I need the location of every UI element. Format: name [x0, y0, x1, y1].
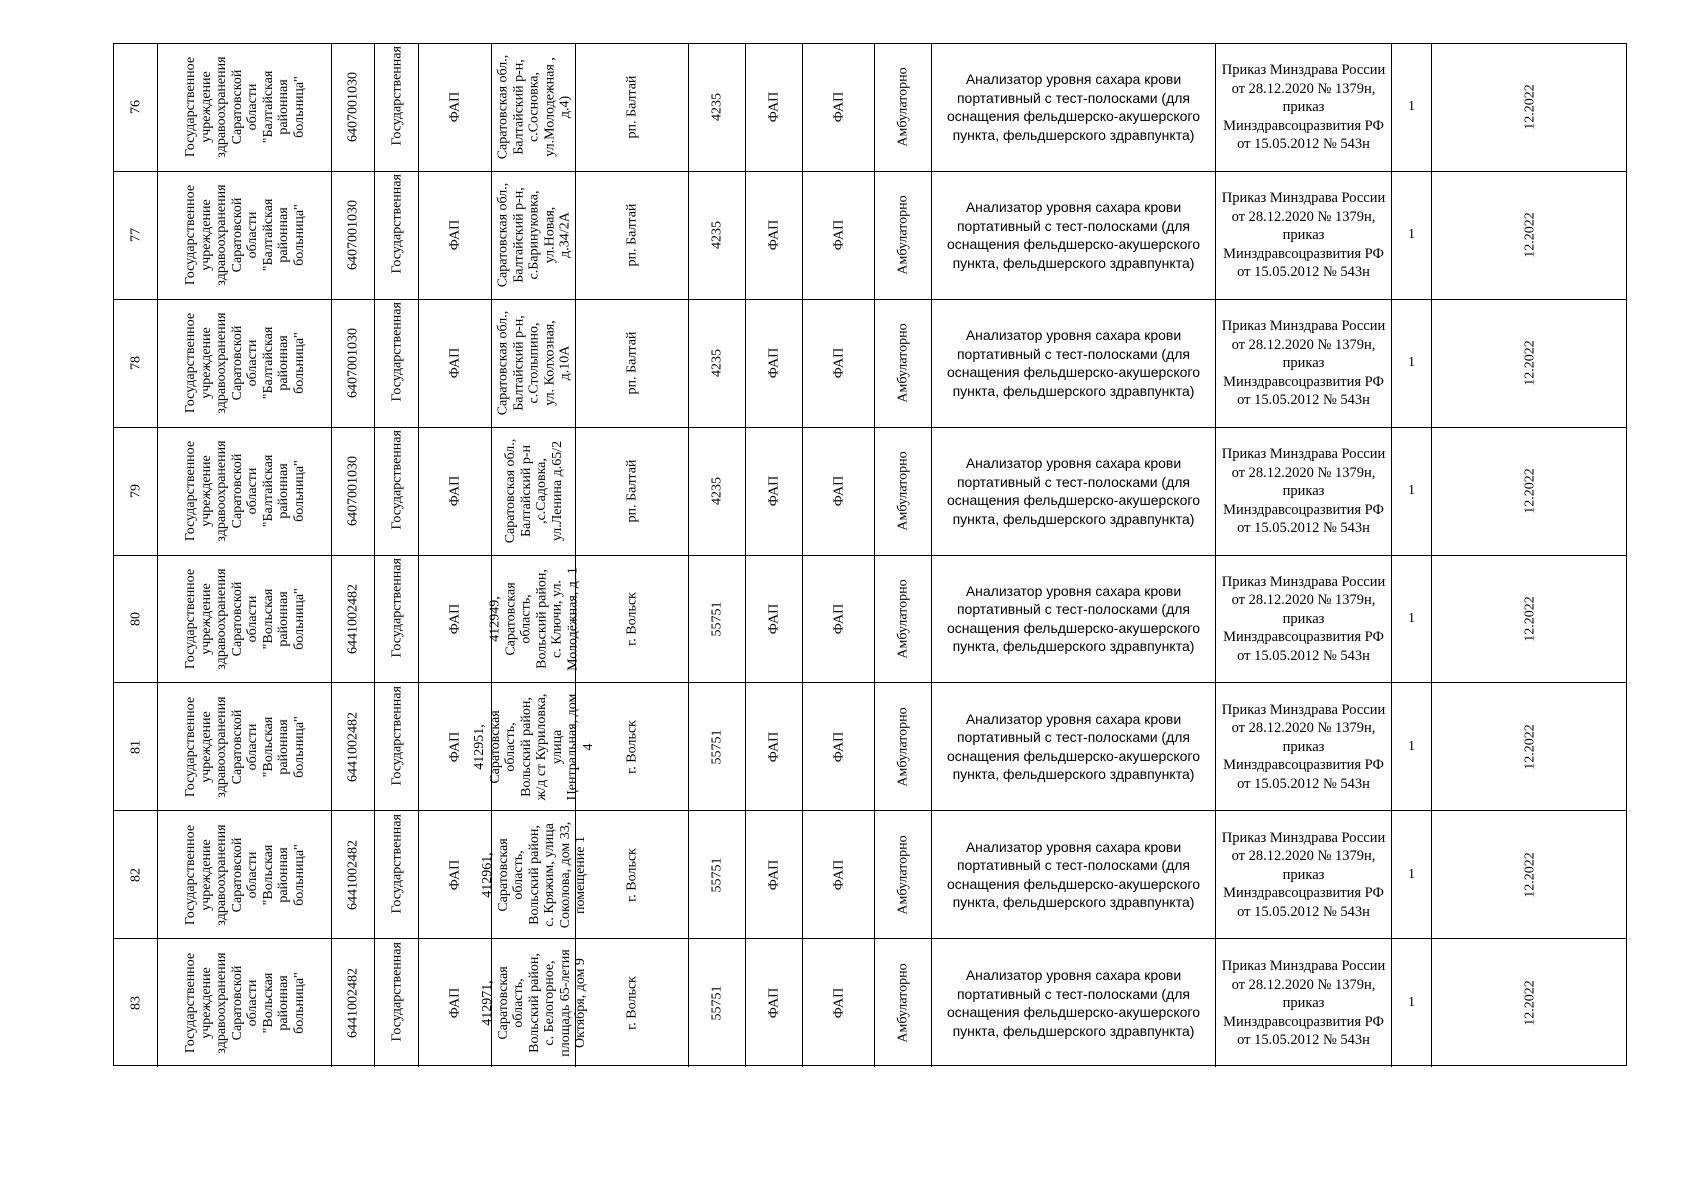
cell-organization: [158, 300, 332, 427]
cell-ownership: [375, 811, 419, 938]
subunit-name: ФАП: [830, 92, 846, 123]
facility-address: 412951, Саратовская область, Вольский район, ж/д ст Куриловка, улица Центральная, дом 4: [471, 693, 595, 801]
locality-code: 4235: [709, 349, 725, 378]
cell-code: [689, 556, 746, 683]
cell-address: [492, 44, 576, 171]
cell-quantity: [1392, 428, 1432, 555]
quantity-value: 1: [1408, 738, 1415, 754]
cell-date: [1432, 172, 1628, 299]
cell-locality: [576, 811, 689, 938]
subunit-name: ФАП: [830, 220, 846, 251]
facility-address: Саратовская обл., Балтайский р-н, с.Сосновка, ул.Молодежная , д.4): [494, 55, 572, 160]
equipment-name: Анализатор уровня сахара крови портативный с тест-полосками (для оснащения фельдшерско-акушерского пункта, фельдшерского здравпункта): [946, 327, 1200, 399]
facility-type: ФАП: [447, 731, 463, 763]
cell-subunit: [803, 300, 875, 427]
locality-code: 4235: [709, 221, 725, 250]
locality-name: рп. Балтай: [624, 459, 640, 523]
cell-number: [114, 172, 158, 299]
cell-legal-basis: [1216, 172, 1392, 299]
organization-name: Государственное учреждение здравоохранения Саратовской области "Вольская районная больница": [182, 824, 306, 926]
cell-address: [487, 556, 580, 683]
cell-number: [114, 300, 158, 427]
equipment-name: Анализатор уровня сахара крови портативный с тест-полосками (для оснащения фельдшерско-акушерского пункта, фельдшерского здравпункта): [946, 582, 1200, 655]
ownership-form: Государственная: [388, 942, 404, 1042]
quantity-value: 1: [1408, 866, 1415, 882]
quantity-value: 1: [1408, 483, 1415, 499]
cell-equipment: [932, 556, 1216, 683]
locality-name: рп. Балтай: [624, 203, 640, 267]
cell-code: [689, 939, 746, 1067]
locality-name: г. Вольск: [624, 592, 640, 646]
cell-organization: [158, 556, 332, 683]
row-number: 80: [127, 611, 143, 626]
cell-equipment: [932, 428, 1216, 555]
delivery-date: 12.2022: [1522, 468, 1538, 514]
cell-date: [1432, 300, 1628, 427]
cell-legal-basis: [1216, 939, 1392, 1067]
subunit-name: ФАП: [830, 347, 846, 379]
quantity-value: 1: [1408, 227, 1415, 243]
organization-name: Государственное учреждение здравоохранения Саратовской области "Балтайская районная больница": [182, 184, 306, 286]
unit-name: ФАП: [766, 475, 782, 507]
cell-inn: [332, 939, 375, 1067]
cell-ownership: [375, 300, 419, 427]
cell-code: [689, 300, 746, 427]
cell-legal-basis: [1216, 428, 1392, 555]
table-row: [114, 300, 1626, 428]
facility-type: ФАП: [447, 347, 463, 379]
cell-inn: [332, 300, 375, 427]
cell-equipment: [932, 44, 1216, 171]
care-mode: Амбулаторно: [895, 579, 911, 659]
cell-ownership: [375, 172, 419, 299]
cell-legal-basis: [1216, 44, 1392, 171]
organization-name: Государственное учреждение здравоохранения Саратовской области "Вольская районная больница": [182, 952, 306, 1054]
table-row: [114, 44, 1626, 172]
cell-subunit: [803, 811, 875, 938]
cell-quantity: [1392, 300, 1432, 427]
subunit-name: ФАП: [830, 987, 846, 1019]
quantity-value: 1: [1408, 99, 1415, 115]
cell-address: [479, 811, 588, 938]
cell-facility-type: [419, 428, 492, 555]
care-mode: Амбулаторно: [895, 963, 911, 1043]
cell-unit: [746, 44, 803, 171]
cell-quantity: [1392, 44, 1432, 171]
cell-subunit: [803, 428, 875, 555]
cell-legal-basis: [1216, 556, 1392, 683]
cell-date: [1432, 556, 1628, 683]
locality-code: 55751: [709, 729, 725, 765]
cell-facility-type: [419, 556, 492, 683]
cell-address: [492, 428, 576, 555]
organization-name: Государственное учреждение здравоохранения Саратовской области "Вольская районная больница": [182, 568, 306, 670]
cell-number: [114, 556, 158, 683]
legal-basis: Приказ Минздрава России от 28.12.2020 № 1379н, приказ Минздравсоцразвития РФ от 15.05.2012 № 543н: [1221, 317, 1386, 408]
cell-quantity: [1392, 683, 1432, 810]
inn-value: 6407001030: [345, 200, 361, 271]
facility-address: Саратовская обл., Балтайский р-н ,с.Садовка, ул.Ленина д.65/2: [502, 438, 564, 544]
cell-equipment: [932, 172, 1216, 299]
cell-address: [492, 300, 576, 427]
organization-name: Государственное учреждение здравоохранения Саратовской области "Балтайская районная больница": [182, 56, 306, 158]
cell-organization: [158, 939, 332, 1067]
subunit-name: ФАП: [830, 731, 846, 763]
locality-name: г. Вольск: [624, 847, 640, 902]
cell-code: [689, 811, 746, 938]
cell-number: [114, 683, 158, 810]
unit-name: ФАП: [766, 731, 782, 763]
cell-care-mode: [875, 939, 932, 1067]
cell-facility-type: [419, 300, 492, 427]
legal-basis: Приказ Минздрава России от 28.12.2020 № 1379н, приказ Минздравсоцразвития РФ от 15.05.2012 № 543н: [1221, 829, 1386, 920]
legal-basis: Приказ Минздрава России от 28.12.2020 № 1379н, приказ Минздравсоцразвития РФ от 15.05.2012 № 543н: [1221, 445, 1386, 536]
facility-type: ФАП: [447, 220, 463, 251]
delivery-date: 12.2022: [1522, 340, 1538, 386]
locality-code: 55751: [709, 985, 725, 1021]
locality-name: г. Вольск: [624, 719, 640, 774]
cell-organization: [158, 172, 332, 299]
unit-name: ФАП: [766, 220, 782, 251]
locality-name: рп. Балтай: [624, 331, 640, 395]
cell-organization: [158, 683, 332, 810]
cell-legal-basis: [1216, 683, 1392, 810]
cell-facility-type: [419, 44, 492, 171]
cell-subunit: [803, 172, 875, 299]
cell-unit: [746, 172, 803, 299]
cell-unit: [746, 556, 803, 683]
organization-name: Государственное учреждение здравоохранения Саратовской области "Балтайская районная больница": [182, 440, 306, 542]
cell-care-mode: [875, 683, 932, 810]
table-row: [114, 172, 1626, 300]
legal-basis: Приказ Минздрава России от 28.12.2020 № 1379н, приказ Минздравсоцразвития РФ от 15.05.2012 № 543н: [1221, 573, 1386, 664]
table-row: [114, 428, 1626, 556]
cell-date: [1432, 44, 1628, 171]
row-number: 76: [127, 100, 143, 115]
locality-code: 4235: [709, 477, 725, 506]
ownership-form: Государственная: [388, 685, 404, 786]
unit-name: ФАП: [766, 987, 782, 1019]
cell-number: [114, 44, 158, 171]
inn-value: 6407001030: [345, 456, 361, 527]
row-number: 82: [127, 867, 143, 882]
cell-inn: [332, 428, 375, 555]
equipment-table: [113, 43, 1627, 1066]
cell-care-mode: [875, 428, 932, 555]
cell-ownership: [375, 683, 419, 810]
table-row: [114, 683, 1626, 811]
subunit-name: ФАП: [830, 475, 846, 507]
cell-care-mode: [875, 811, 932, 938]
locality-code: 55751: [709, 601, 725, 637]
cell-quantity: [1392, 939, 1432, 1067]
care-mode: Амбулаторно: [895, 707, 911, 787]
cell-quantity: [1392, 556, 1432, 683]
ownership-form: Государственная: [388, 558, 404, 658]
inn-value: 6441002482: [345, 968, 361, 1039]
cell-date: [1432, 939, 1628, 1067]
cell-legal-basis: [1216, 300, 1392, 427]
cell-locality: [576, 44, 689, 171]
cell-number: [114, 811, 158, 938]
locality-code: 55751: [709, 857, 725, 893]
equipment-name: Анализатор уровня сахара крови портативный с тест-полосками (для оснащения фельдшерско-акушерского пункта, фельдшерского здравпункта): [946, 71, 1200, 143]
subunit-name: ФАП: [830, 603, 846, 635]
cell-locality: [576, 300, 689, 427]
cell-code: [689, 44, 746, 171]
facility-address: 412971, Саратовская область, Вольский район, с. Белогорное, площадь 65-летия Октября, дом 9: [479, 949, 588, 1057]
inn-value: 6407001030: [345, 328, 361, 399]
cell-locality: [576, 172, 689, 299]
legal-basis: Приказ Минздрава России от 28.12.2020 № 1379н, приказ Минздравсоцразвития РФ от 15.05.2012 № 543н: [1221, 62, 1386, 153]
delivery-date: 12.2022: [1522, 851, 1538, 898]
row-number: 77: [127, 228, 143, 243]
cell-inn: [332, 811, 375, 938]
cell-address: [492, 172, 576, 299]
equipment-name: Анализатор уровня сахара крови портативный с тест-полосками (для оснащения фельдшерско-акушерского пункта, фельдшерского здравпункта): [946, 199, 1200, 271]
cell-ownership: [375, 428, 419, 555]
quantity-value: 1: [1408, 995, 1415, 1011]
table-row: [114, 556, 1626, 684]
facility-type: ФАП: [447, 859, 463, 890]
row-number: 79: [127, 484, 143, 499]
cell-care-mode: [875, 300, 932, 427]
cell-ownership: [375, 44, 419, 171]
cell-equipment: [932, 811, 1216, 938]
cell-ownership: [375, 939, 419, 1067]
cell-unit: [746, 939, 803, 1067]
locality-code: 4235: [709, 93, 725, 122]
cell-date: [1432, 428, 1628, 555]
delivery-date: 12.2022: [1522, 596, 1538, 642]
cell-organization: [158, 428, 332, 555]
ownership-form: Государственная: [388, 46, 404, 146]
cell-organization: [158, 44, 332, 171]
cell-date: [1432, 683, 1628, 810]
cell-facility-type: [419, 172, 492, 299]
ownership-form: Государственная: [388, 174, 404, 274]
row-number: 78: [127, 356, 143, 371]
equipment-name: Анализатор уровня сахара крови портативный с тест-полосками (для оснащения фельдшерско-акушерского пункта, фельдшерского здравпункта): [946, 710, 1200, 783]
facility-type: ФАП: [447, 475, 463, 507]
cell-subunit: [803, 683, 875, 810]
facility-type: ФАП: [447, 92, 463, 123]
delivery-date: 12.2022: [1522, 724, 1538, 770]
cell-inn: [332, 683, 375, 810]
row-number: 81: [127, 739, 143, 754]
ownership-form: Государственная: [388, 813, 404, 914]
subunit-name: ФАП: [830, 859, 846, 890]
legal-basis: Приказ Минздрава России от 28.12.2020 № 1379н, приказ Минздравсоцразвития РФ от 15.05.2012 № 543н: [1221, 190, 1386, 281]
delivery-date: 12.2022: [1522, 980, 1538, 1026]
cell-inn: [332, 556, 375, 683]
locality-name: г. Вольск: [624, 976, 640, 1030]
cell-subunit: [803, 44, 875, 171]
care-mode: Амбулаторно: [895, 323, 911, 403]
cell-locality: [576, 428, 689, 555]
organization-name: Государственное учреждение здравоохранения Саратовской области "Балтайская районная больница": [182, 312, 306, 414]
facility-type: ФАП: [447, 603, 463, 635]
unit-name: ФАП: [766, 347, 782, 379]
cell-address: [471, 683, 595, 810]
care-mode: Амбулаторно: [895, 195, 911, 275]
legal-basis: Приказ Минздрава России от 28.12.2020 № 1379н, приказ Минздравсоцразвития РФ от 15.05.2012 № 543н: [1221, 701, 1386, 792]
cell-care-mode: [875, 172, 932, 299]
row-number: 83: [127, 996, 143, 1011]
equipment-name: Анализатор уровня сахара крови портативный с тест-полосками (для оснащения фельдшерско-акушерского пункта, фельдшерского здравпункта): [946, 838, 1200, 911]
facility-address: 412961, Саратовская область, Вольский район, с. Кряжим, улица Соколова, дом 33, помещение 1: [479, 821, 588, 928]
cell-unit: [746, 683, 803, 810]
cell-equipment: [932, 683, 1216, 810]
cell-quantity: [1392, 172, 1432, 299]
cell-code: [689, 683, 746, 810]
cell-inn: [332, 172, 375, 299]
organization-name: Государственное учреждение здравоохранения Саратовской области "Вольская районная больница": [182, 696, 306, 798]
cell-code: [689, 428, 746, 555]
unit-name: ФАП: [766, 92, 782, 123]
cell-locality: [576, 683, 689, 810]
cell-equipment: [932, 300, 1216, 427]
delivery-date: 12.2022: [1522, 84, 1538, 131]
ownership-form: Государственная: [388, 430, 404, 530]
equipment-name: Анализатор уровня сахара крови портативный с тест-полосками (для оснащения фельдшерско-акушерского пункта, фельдшерского здравпункта): [946, 455, 1200, 527]
inn-value: 6441002482: [345, 583, 361, 654]
cell-address: [479, 939, 588, 1067]
cell-inn: [332, 44, 375, 171]
cell-unit: [746, 300, 803, 427]
cell-number: [114, 939, 158, 1067]
facility-address: 412949, Саратовская область, Вольский район, с. Ключи, ул. Молодёжная, д. 1: [487, 567, 580, 671]
legal-basis: Приказ Минздрава России от 28.12.2020 № 1379н, приказ Минздравсоцразвития РФ от 15.05.2012 № 543н: [1221, 957, 1386, 1048]
cell-organization: [158, 811, 332, 938]
facility-address: Саратовская обл., Балтайский р-н, с.Баринуковка, ул.Новая, д.34/2А: [494, 183, 572, 288]
facility-type: ФАП: [447, 987, 463, 1019]
cell-care-mode: [875, 556, 932, 683]
cell-number: [114, 428, 158, 555]
cell-subunit: [803, 556, 875, 683]
table-row: [114, 939, 1626, 1067]
cell-equipment: [932, 939, 1216, 1067]
ownership-form: Государственная: [388, 302, 404, 402]
cell-care-mode: [875, 44, 932, 171]
inn-value: 6407001030: [345, 72, 361, 143]
table-row: [114, 811, 1626, 939]
locality-name: рп. Балтай: [624, 76, 640, 139]
cell-unit: [746, 811, 803, 938]
unit-name: ФАП: [766, 859, 782, 890]
unit-name: ФАП: [766, 603, 782, 635]
care-mode: Амбулаторно: [895, 835, 911, 915]
quantity-value: 1: [1408, 355, 1415, 371]
care-mode: Амбулаторно: [895, 67, 911, 148]
facility-address: Саратовская обл., Балтайский р-н, с.Столыпино, ул. Колхозная, д.10А: [494, 310, 572, 416]
cell-subunit: [803, 939, 875, 1067]
inn-value: 6441002482: [345, 839, 361, 910]
cell-unit: [746, 428, 803, 555]
cell-date: [1432, 811, 1628, 938]
cell-locality: [576, 939, 689, 1067]
cell-code: [689, 172, 746, 299]
cell-quantity: [1392, 811, 1432, 938]
equipment-name: Анализатор уровня сахара крови портативный с тест-полосками (для оснащения фельдшерско-акушерского пункта, фельдшерского здравпункта): [946, 967, 1200, 1039]
care-mode: Амбулаторно: [895, 451, 911, 531]
quantity-value: 1: [1408, 610, 1415, 626]
inn-value: 6441002482: [345, 711, 361, 782]
cell-ownership: [375, 556, 419, 683]
delivery-date: 12.2022: [1522, 212, 1538, 259]
cell-locality: [576, 556, 689, 683]
cell-legal-basis: [1216, 811, 1392, 938]
